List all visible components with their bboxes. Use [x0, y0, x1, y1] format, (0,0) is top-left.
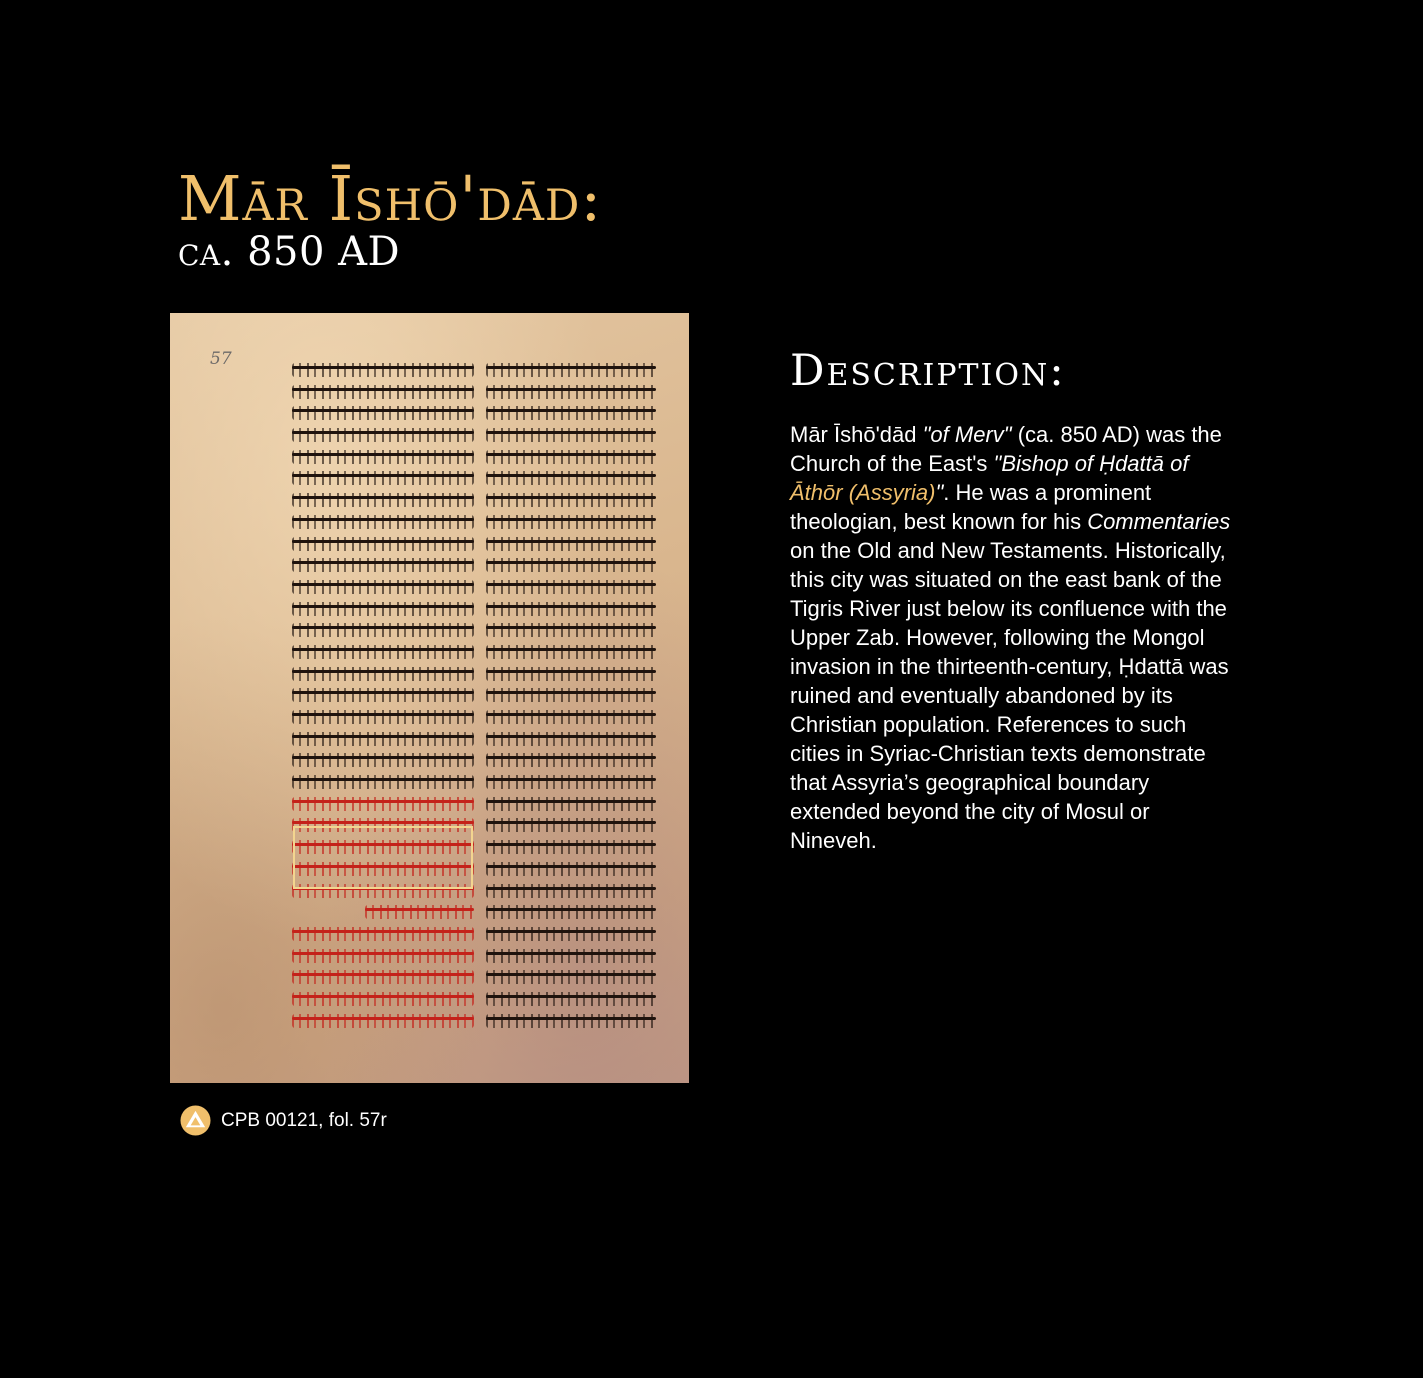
script-line [486, 710, 656, 724]
script-line [486, 645, 656, 659]
script-line [486, 537, 656, 551]
description-text-part: " [935, 480, 944, 505]
script-line-rubric [292, 927, 474, 941]
description-text-part: Mār Īshō'dād [790, 422, 923, 447]
description-text-part: "of Merv" [922, 422, 1012, 447]
script-line-rubric [292, 1014, 474, 1028]
script-line [292, 537, 474, 551]
script-line [292, 385, 474, 399]
highlighted-passage-box [293, 826, 473, 889]
page-subtitle [178, 230, 738, 274]
page-title: Mār Īshō'dād: [178, 162, 603, 235]
script-line-rubric [292, 992, 474, 1006]
description-text-part: . He was a prominent theologian, best known for his [790, 480, 1152, 534]
script-line [486, 580, 656, 594]
script-line [292, 753, 474, 767]
script-line [486, 385, 656, 399]
script-line [486, 428, 656, 442]
script-line [292, 580, 474, 594]
script-line [292, 602, 474, 616]
description-heading: Description: [790, 346, 1066, 396]
page-subtitle-text: ca. 850 AD [178, 229, 401, 275]
script-line [486, 623, 656, 637]
description-text-part: "Bishop of Ḥdattā of [993, 451, 1189, 476]
script-line [486, 450, 656, 464]
script-line [486, 515, 656, 529]
script-line [292, 775, 474, 789]
script-line [292, 558, 474, 572]
script-line [292, 450, 474, 464]
script-line [486, 558, 656, 572]
script-line [486, 775, 656, 789]
script-line [292, 493, 474, 507]
script-line [292, 667, 474, 681]
script-line [486, 905, 656, 919]
script-line [292, 363, 474, 377]
page-heading [178, 164, 738, 274]
assyria-link[interactable]: Āthōr (Assyria) [790, 480, 936, 505]
caption-text: CPB 00121, fol. 57r [221, 1109, 387, 1131]
script-line [486, 992, 656, 1006]
manuscript-left-column [292, 363, 474, 1035]
description-text [790, 420, 1240, 855]
script-line [486, 406, 656, 420]
script-line [486, 667, 656, 681]
script-line [292, 623, 474, 637]
script-line [486, 471, 656, 485]
script-line [486, 970, 656, 984]
script-line [486, 884, 656, 898]
script-line [292, 515, 474, 529]
script-line-rubric [292, 949, 474, 963]
script-line [486, 1014, 656, 1028]
script-line [486, 688, 656, 702]
script-line [486, 493, 656, 507]
description-panel [790, 346, 1240, 855]
script-line [292, 645, 474, 659]
script-line [292, 710, 474, 724]
manuscript-right-column [486, 363, 656, 1035]
script-line [486, 862, 656, 876]
manuscript-image [170, 313, 689, 1083]
script-line [292, 471, 474, 485]
description-text-part: (ca. 850 AD) was the Church of the East's [790, 422, 1222, 476]
triangle-logo-icon [180, 1105, 211, 1136]
script-line [486, 602, 656, 616]
script-line [486, 927, 656, 941]
script-line [292, 732, 474, 746]
script-line [292, 688, 474, 702]
description-text-part: Commentaries [1087, 509, 1231, 534]
script-line [486, 732, 656, 746]
script-line [486, 363, 656, 377]
script-line-rubric [292, 797, 474, 811]
script-line [486, 818, 656, 832]
script-line [486, 753, 656, 767]
description-text-part: on the Old and New Testaments. Historically, this city was situated on the east bank of the Tigris River just below its confluence with the Upper Zab. However, following the Mongol invasion in the thirteenth-century, Ḥdattā was ruined and eventually abandoned by its Christian population. References to such cities in Syriac-Christian texts demonstrate that Assyria’s geographical boundary extended beyond the city of Mosul or Nineveh. [790, 538, 1229, 853]
folio-number: 57 [210, 349, 232, 369]
script-line-rubric [292, 905, 474, 919]
script-line [486, 797, 656, 811]
script-line [292, 406, 474, 420]
script-line [486, 949, 656, 963]
script-line [486, 840, 656, 854]
script-line [292, 428, 474, 442]
script-line-rubric [292, 970, 474, 984]
manuscript-caption [180, 1105, 387, 1136]
